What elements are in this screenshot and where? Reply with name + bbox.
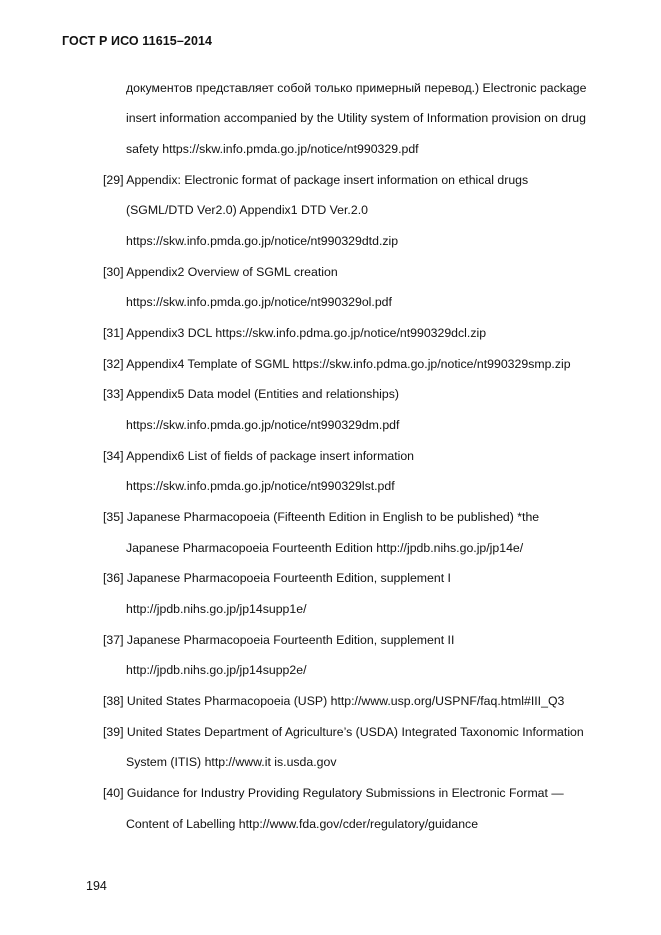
reference-entry-40: [40] Guidance for Industry Providing Regulatory Submissions in Electronic Format — [103,786,564,800]
reference-entry-34: [34] Appendix6 List of fields of package insert information [103,449,415,463]
text-line: insert information accompanied by the Utility system of Information provision on drug [126,111,586,125]
page-number: 194 [86,879,107,893]
text-line: Content of Labelling http://www.fda.gov/cder/regulatory/guidance [126,817,479,831]
reference-entry-30: [30] Appendix2 Overview of SGML creation [103,265,338,279]
reference-url: http://jpdb.nihs.go.jp/jp14supp2e/ [126,663,307,677]
text-line: safety https://skw.info.pmda.go.jp/notice/nt990329.pdf [126,142,419,156]
reference-entry-31: [31] Appendix3 DCL https://skw.info.pdma.go.jp/notice/nt990329dcl.zip [103,326,487,340]
reference-entry-37: [37] Japanese Pharmacopoeia Fourteenth Edition, supplement II [103,633,455,647]
text-line: (SGML/DTD Ver2.0) Appendix1 DTD Ver.2.0 [126,203,368,217]
reference-entry-32: [32] Appendix4 Template of SGML https://skw.info.pdma.go.jp/notice/nt990329smp.zip [103,357,571,371]
reference-entry-33: [33] Appendix5 Data model (Entities and relationships) [103,387,399,401]
reference-entry-38: [38] United States Pharmacopoeia (USP) http://www.usp.org/USPNF/faq.html#III_Q3 [103,694,565,708]
reference-url: https://skw.info.pmda.go.jp/notice/nt990329lst.pdf [126,479,395,493]
reference-url: https://skw.info.pmda.go.jp/notice/nt990329ol.pdf [126,295,392,309]
reference-entry-29: [29] Appendix: Electronic format of package insert information on ethical drugs [103,173,529,187]
reference-entry-36: [36] Japanese Pharmacopoeia Fourteenth Edition, supplement I [103,571,451,585]
reference-url: https://skw.info.pmda.go.jp/notice/nt990329dm.pdf [126,418,400,432]
text-line: Japanese Pharmacopoeia Fourteenth Edition http://jpdb.nihs.go.jp/jp14e/ [126,541,524,555]
reference-entry-35: [35] Japanese Pharmacopoeia (Fifteenth Edition in English to be published) *the [103,510,540,524]
text-line: документов представляет собой только примерный перевод.) Electronic package [126,81,587,95]
text-line: System (ITIS) http://www.it is.usda.gov [126,755,337,769]
document-header: ГОСТ Р ИСО 11615–2014 [62,34,213,48]
reference-url: https://skw.info.pmda.go.jp/notice/nt990329dtd.zip [126,234,399,248]
reference-entry-39: [39] United States Department of Agriculture’s (USDA) Integrated Taxonomic Information [103,725,584,739]
reference-url: http://jpdb.nihs.go.jp/jp14supp1e/ [126,602,307,616]
